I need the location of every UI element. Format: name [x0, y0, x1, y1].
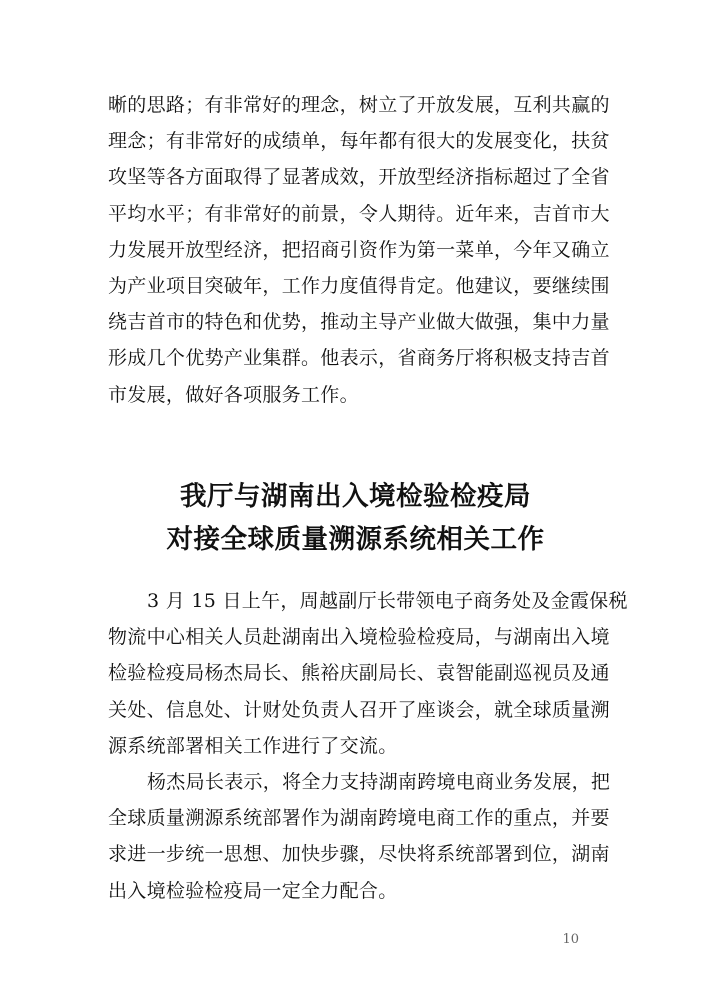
text-line: 为产业项目突破年，工作力度值得肯定。他建议，要继续围: [108, 274, 610, 297]
text-line: 晰的思路；有非常好的理念，树立了开放发展，互利共赢的: [108, 94, 610, 116]
text-line: 平均水平；有非常好的前景，令人期待。近年来，吉首市大: [108, 202, 610, 225]
article-title: [0, 475, 711, 561]
paragraph-2: [108, 764, 611, 909]
article-title-line-2: 对接全球质量溯源系统相关工作: [166, 524, 545, 555]
article-title-line-1: 我厅与湖南出入境检验检疫局: [180, 481, 531, 512]
article-body: [108, 583, 628, 909]
text-line: 检验检疫局杨杰局长、熊裕庆副局长、袁智能副巡视员及通: [108, 662, 610, 685]
text-line: 关处、信息处、计财处负责人召开了座谈会，就全球质量溯: [108, 698, 610, 721]
text-line: 出入境检验检疫局一定全力配合。: [108, 879, 398, 902]
text-line: 全球质量溯源系统部署作为湖南跨境电商工作的重点，并要: [108, 807, 610, 830]
text-line: 3 月 15 日上午，周越副厅长带领电子商务处及金霞保税: [147, 590, 628, 612]
continuation-paragraph: [108, 87, 608, 413]
paragraph-1: [108, 583, 628, 764]
text-line: 形成几个优势产业集群。他表示，省商务厅将积极支持吉首: [108, 347, 610, 370]
text-line: 市发展，做好各项服务工作。: [108, 383, 359, 406]
text-line: 物流中心相关人员赴湖南出入境检验检疫局，与湖南出入境: [108, 626, 610, 649]
text-line: 求进一步统一思想、加快步骤，尽快将系统部署到位，湖南: [108, 843, 610, 866]
text-line: 杨杰局长表示，将全力支持湖南跨境电商业务发展，把: [147, 770, 611, 793]
text-line: 理念；有非常好的成绩单，每年都有很大的发展变化，扶贫: [108, 130, 610, 153]
text-line: 绕吉首市的特色和优势，推动主导产业做大做强，集中力量: [108, 311, 610, 334]
page-number: 10: [562, 932, 579, 947]
text-line: 攻坚等各方面取得了显著成效，开放型经济指标超过了全省: [108, 166, 610, 189]
text-line: 源系统部署相关工作进行了交流。: [108, 734, 398, 757]
text-line: 力发展开放型经济，把招商引资作为第一菜单，今年又确立: [108, 238, 610, 261]
